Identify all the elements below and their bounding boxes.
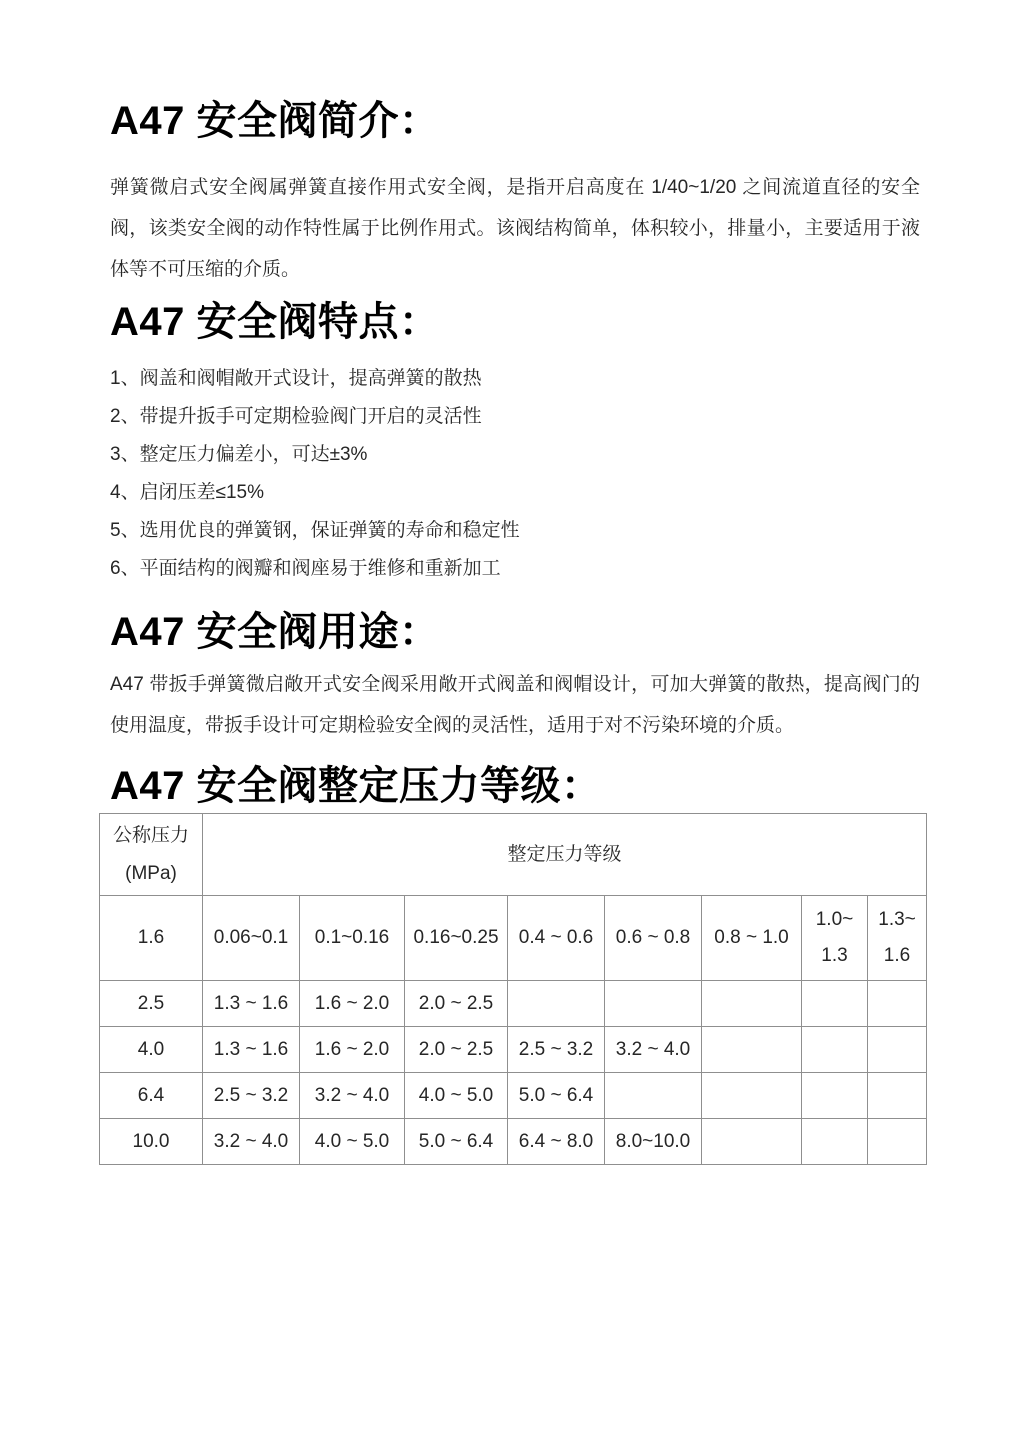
nominal-pressure-cell: 4.0 [100,1027,203,1073]
feature-list-item-1: 1、阀盖和阀帽敞开式设计，提高弹簧的散热 [110,368,482,389]
feature-list-item-6: 6、平面结构的阀瓣和阀座易于维修和重新加工 [110,558,501,579]
set-pressure-range-cell: 0.16~0.25 [405,896,508,981]
feature-list-item-2: 2、带提升扳手可定期检验阀门开启的灵活性 [110,406,482,427]
set-pressure-range-cell [802,1119,868,1165]
set-pressure-range-cell: 0.06~0.1 [203,896,300,981]
set-pressure-range-cell: 5.0 ~ 6.4 [405,1119,508,1165]
set-pressure-range-cell: 1.6 ~ 2.0 [300,1027,405,1073]
nominal-pressure-header-line1: 公称压力 [112,824,189,846]
set-pressure-range-cell: 1.3 ~ 1.6 [203,981,300,1027]
pressure-table [99,813,927,1165]
pressure-table-row [100,896,927,981]
nominal-pressure-header-line2: (MPa) [125,862,177,884]
set-pressure-range-cell [702,1027,802,1073]
set-pressure-range-cell [605,981,702,1027]
set-pressure-range-cell: 2.0 ~ 2.5 [405,981,508,1027]
set-pressure-range-cell: 6.4 ~ 8.0 [508,1119,605,1165]
nominal-pressure-cell: 10.0 [100,1119,203,1165]
set-pressure-range-cell [702,1073,802,1119]
pressure-table-row [100,1119,927,1165]
set-pressure-range-cell: 0.1~0.16 [300,896,405,981]
feature-list [110,360,920,588]
set-pressure-range-cell [868,981,927,1027]
set-pressure-range-cell: 8.0~10.0 [605,1119,702,1165]
set-pressure-header-cell: 整定压力等级 [203,814,927,896]
feature-list-item-4: 4、启闭压差≤15% [110,482,265,503]
nominal-pressure-cell: 1.6 [100,896,203,981]
set-pressure-range-cell: 1.3~ 1.6 [868,896,927,981]
set-pressure-range-cell: 0.6 ~ 0.8 [605,896,702,981]
nominal-pressure-header-cell [100,814,203,896]
set-pressure-range-cell: 0.4 ~ 0.6 [508,896,605,981]
set-pressure-range-cell: 1.6 ~ 2.0 [300,981,405,1027]
set-pressure-range-cell: 1.3 ~ 1.6 [203,1027,300,1073]
pressure-table-body [100,814,927,1165]
set-pressure-range-cell [702,1119,802,1165]
set-pressure-range-cell [868,1027,927,1073]
set-pressure-range-cell [868,1073,927,1119]
feature-list-item-3: 3、整定压力偏差小，可达±3% [110,444,368,465]
set-pressure-range-cell: 4.0 ~ 5.0 [300,1119,405,1165]
feature-list-item-5: 5、选用优良的弹簧钢，保证弹簧的寿命和稳定性 [110,520,520,541]
set-pressure-range-cell: 1.0~ 1.3 [802,896,868,981]
set-pressure-range-cell [508,981,605,1027]
pressure-table-header-row [100,814,927,896]
pressure-table-row [100,1027,927,1073]
nominal-pressure-cell: 2.5 [100,981,203,1027]
set-pressure-range-cell [802,1073,868,1119]
set-pressure-range-cell [702,981,802,1027]
set-pressure-range-cell: 5.0 ~ 6.4 [508,1073,605,1119]
set-pressure-range-cell: 2.5 ~ 3.2 [203,1073,300,1119]
section-title-usage: A47 安全阀用途： [110,610,440,654]
nominal-pressure-cell: 6.4 [100,1073,203,1119]
set-pressure-range-cell [868,1119,927,1165]
set-pressure-range-cell [802,981,868,1027]
pressure-table-row [100,1073,927,1119]
set-pressure-range-cell: 2.5 ~ 3.2 [508,1027,605,1073]
section-title-features: A47 安全阀特点： [110,300,440,344]
set-pressure-range-cell: 0.8 ~ 1.0 [702,896,802,981]
usage-paragraph: A47 带扳手弹簧微启敞开式安全阀采用敞开式阀盖和阀帽设计，可加大弹簧的散热，提高阀门的使用温度，带扳手设计可定期检验安全阀的灵活性，适用于对不污染环境的介质。 [110,674,920,736]
set-pressure-range-cell: 3.2 ~ 4.0 [300,1073,405,1119]
set-pressure-range-cell [605,1073,702,1119]
set-pressure-range-cell: 3.2 ~ 4.0 [203,1119,300,1165]
pressure-table-row [100,981,927,1027]
set-pressure-range-cell: 4.0 ~ 5.0 [405,1073,508,1119]
set-pressure-range-cell: 2.0 ~ 2.5 [405,1027,508,1073]
set-pressure-range-cell: 3.2 ~ 4.0 [605,1027,702,1073]
section-title-intro: A47 安全阀简介： [110,99,440,143]
set-pressure-range-cell [802,1027,868,1073]
intro-paragraph: 弹簧微启式安全阀属弹簧直接作用式安全阀，是指开启高度在 1/40~1/20 之间流道直径的安全阀，该类安全阀的动作特性属于比例作用式。该阀结构简单，体积较小，排量小，主要适用于液体等不可压缩的介质。 [110,177,920,280]
section-title-pressure: A47 安全阀整定压力等级： [110,764,602,808]
